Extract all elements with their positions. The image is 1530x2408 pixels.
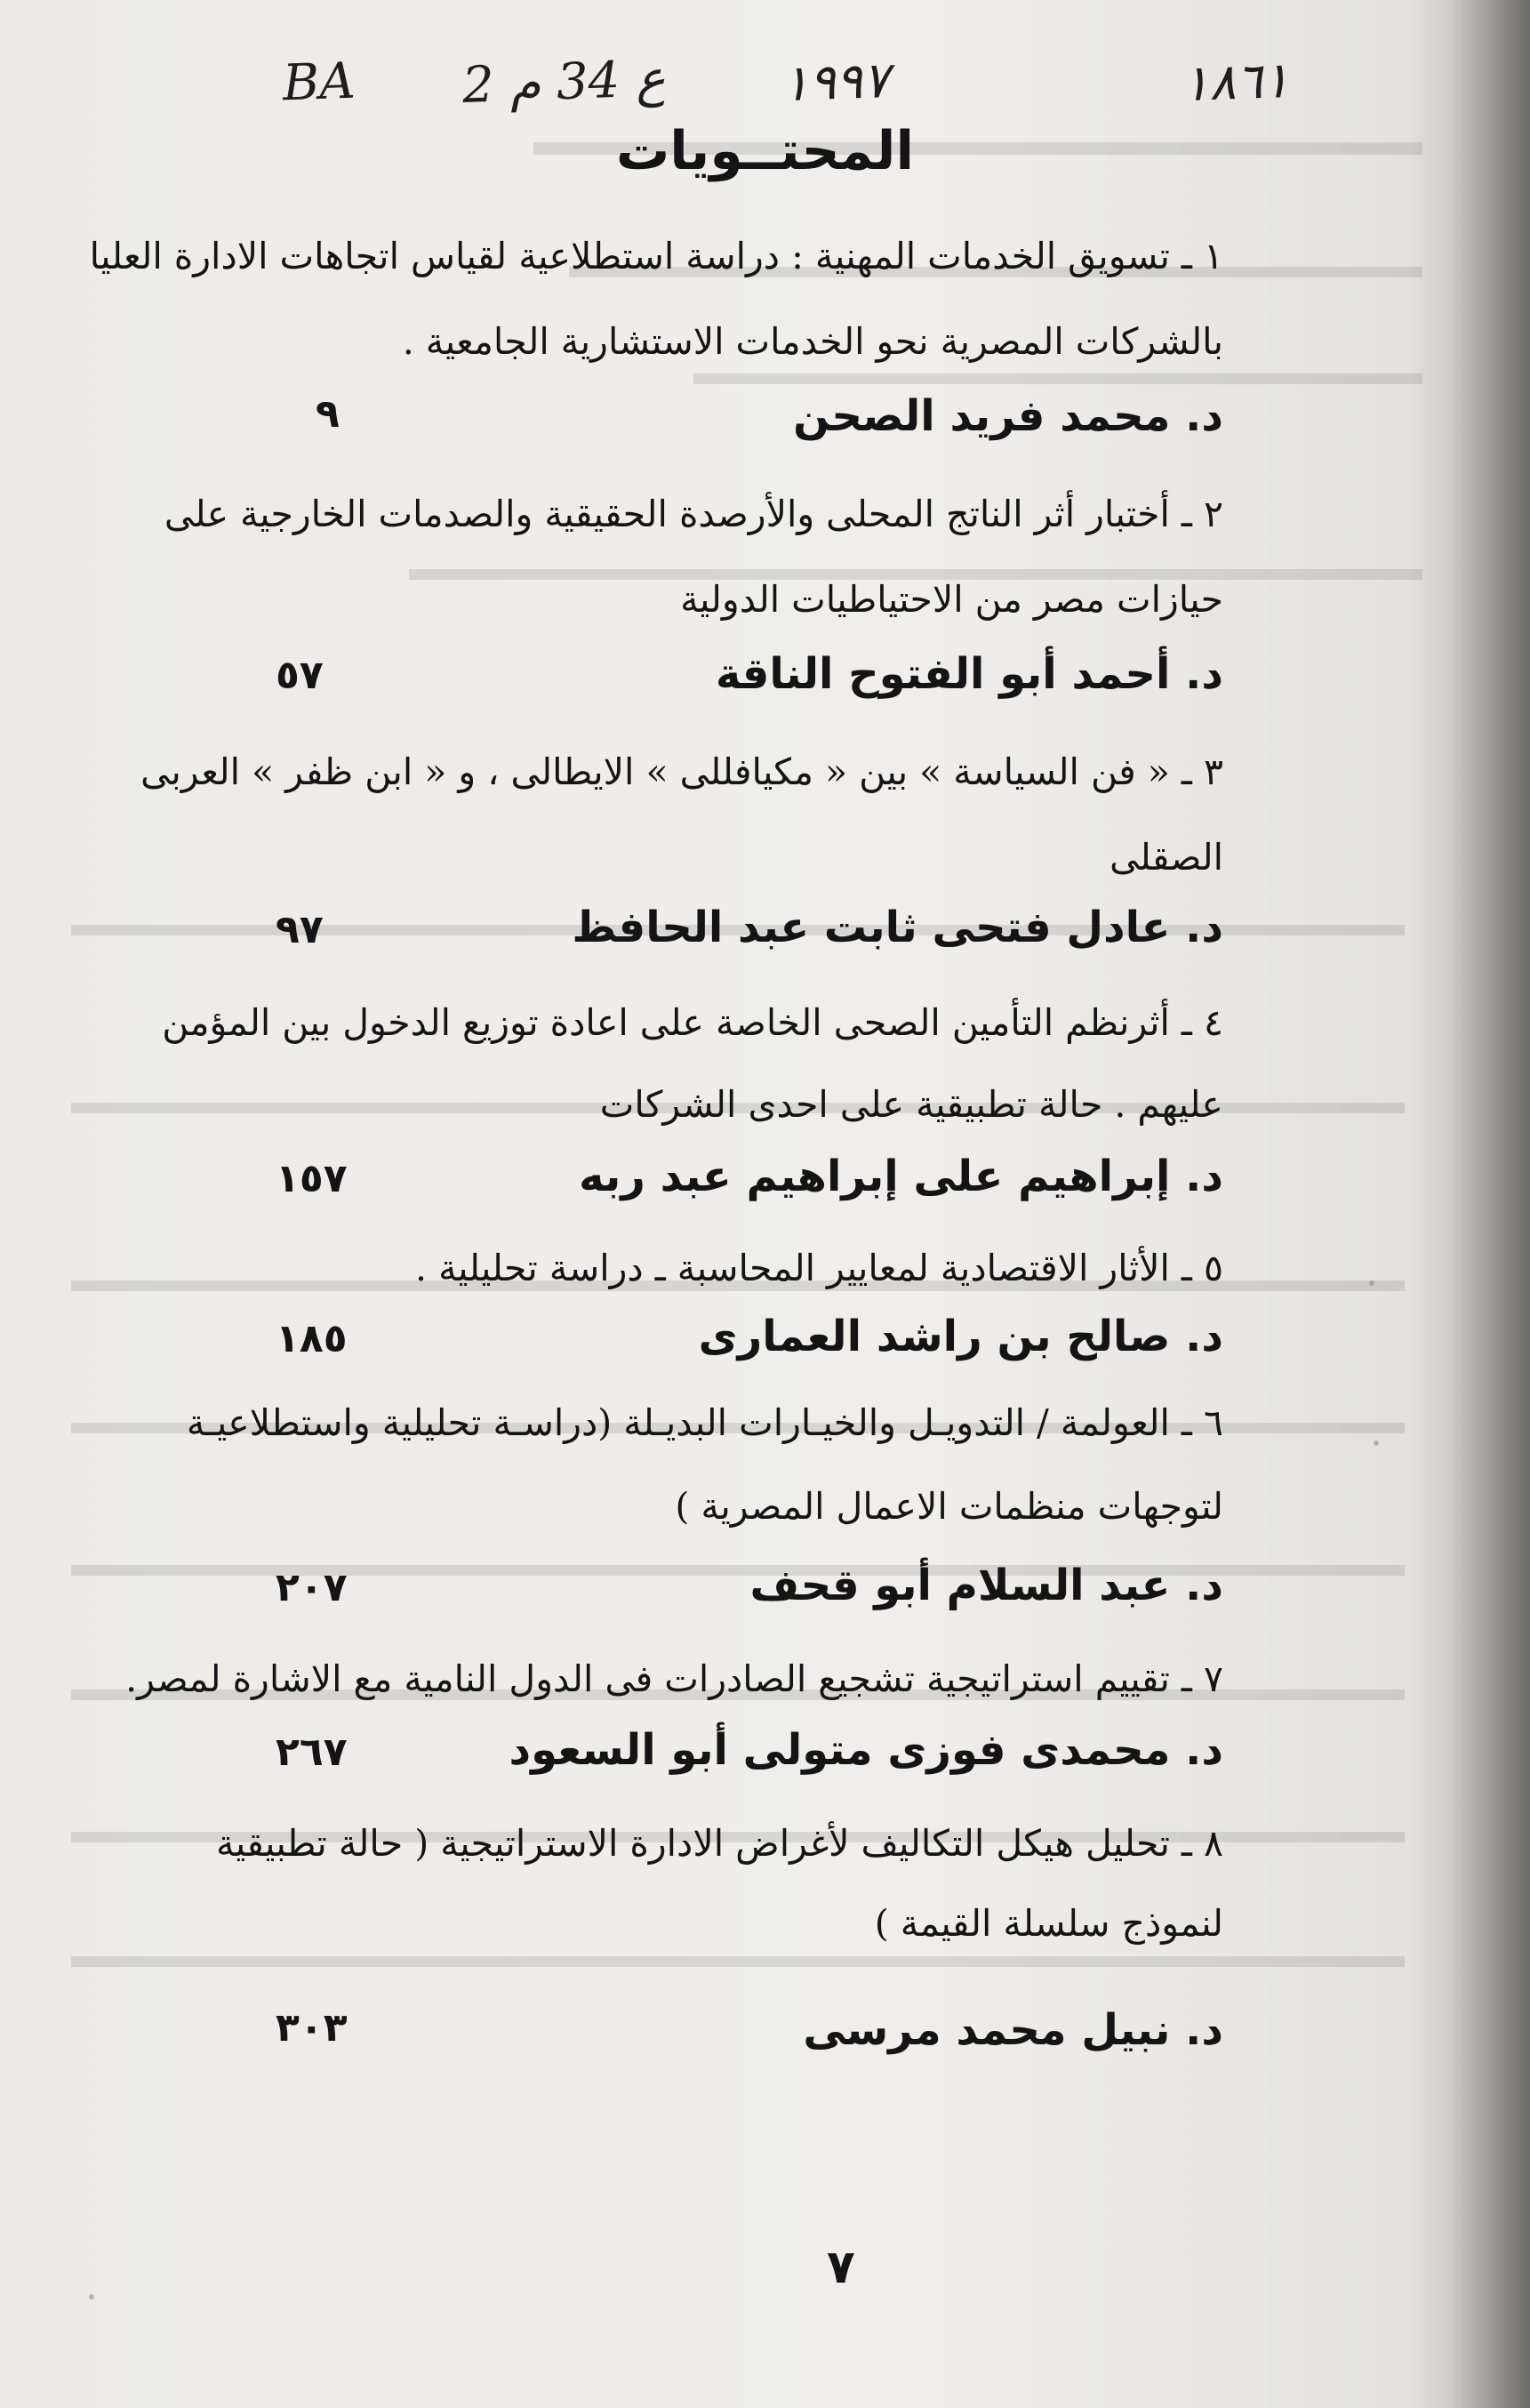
toc-entry-2-title-line-1: ٢ ـ أختبار أثر الناتج المحلى والأرصدة الحقيقية والصدمات الخارجية على xyxy=(164,493,1223,535)
handwritten-note-center-right: ١٩٩٧ xyxy=(781,51,891,114)
toc-entry-6-title-line-2: لتوجهات منظمات الاعمال المصرية ) xyxy=(675,1485,1223,1528)
scan-speck xyxy=(89,2294,94,2300)
page-title: المحتــويات xyxy=(615,120,915,182)
toc-entry-1-title-line-2: بالشركات المصرية نحو الخدمات الاستشارية الجامعية . xyxy=(402,320,1223,363)
toc-entry-7-page: ٢٦٧ xyxy=(276,1730,348,1775)
toc-entry-6-title-line-1: ٦ ـ العولمة / التدويـل والخيـارات البديـلة (دراسـة تحليلية واستطلاعيـة xyxy=(186,1401,1223,1444)
handwritten-note-center-left: 2 ع 34 م xyxy=(461,50,667,115)
handwritten-note-right: ١٨٦١ xyxy=(1181,51,1291,114)
toc-entry-2-page: ٥٧ xyxy=(276,653,324,698)
handwritten-note-left: BA xyxy=(281,52,356,113)
toc-entry-7-title-line-1: ٧ ـ تقييم استراتيجية تشجيع الصادرات فى الدول النامية مع الاشارة لمصر. xyxy=(125,1658,1223,1700)
toc-entry-6-author: د. عبد السلام أبو قحف xyxy=(749,1561,1223,1610)
toc-entry-4-title-line-2: عليهم . حالة تطبيقية على احدى الشركات xyxy=(599,1083,1223,1126)
toc-entry-3-title-line-2: الصقلى xyxy=(1109,836,1223,879)
toc-entry-1-author: د. محمد فريد الصحن xyxy=(793,391,1223,441)
toc-entry-6-page: ٢٠٧ xyxy=(276,1565,348,1610)
toc-entry-8-title-line-2: لنموذج سلسلة القيمة ) xyxy=(874,1902,1223,1945)
toc-entry-3-author: د. عادل فتحى ثابت عبد الحافظ xyxy=(572,903,1223,952)
toc-entry-1-page: ٩ xyxy=(316,391,340,437)
toc-entry-5-page: ١٨٥ xyxy=(276,1316,348,1361)
toc-entry-4-page: ١٥٧ xyxy=(276,1156,348,1201)
toc-entry-5-title-line-1: ٥ ـ الأثار الاقتصادية لمعايير المحاسبة ـ دراسة تحليلية . xyxy=(415,1247,1223,1289)
toc-entry-3-title-line-1: ٣ ـ « فن السياسة » بين « مكيافللى » الايطالى ، و « ابن ظفر » العربى xyxy=(140,750,1223,793)
scan-speck xyxy=(1374,1441,1379,1446)
toc-entry-4-title-line-1: ٤ ـ أثرنظم التأمين الصحى الخاصة على اعادة توزيع الدخول بين المؤمن xyxy=(162,1001,1223,1044)
page-folio-number: ٧ xyxy=(827,2241,855,2294)
toc-entry-2-title-line-2: حيازات مصر من الاحتياطيات الدولية xyxy=(680,578,1223,621)
toc-entry-2-author: د. أحمد أبو الفتوح الناقة xyxy=(715,649,1223,699)
toc-entry-3-page: ٩٧ xyxy=(276,907,324,952)
toc-entry-1-title-line-1: ١ ـ تسويق الخدمات المهنية : دراسة استطلاعية لقياس اتجاهات الادارة العليا xyxy=(89,235,1223,277)
toc-entry-8-author: د. نبيل محمد مرسى xyxy=(803,2005,1223,2055)
toc-entry-5-author: د. صالح بن راشد العمارى xyxy=(698,1312,1223,1361)
toc-entry-8-page: ٣٠٣ xyxy=(276,2005,348,2051)
book-gutter-shadow xyxy=(1450,0,1530,2408)
toc-entry-8-title-line-1: ٨ ـ تحليل هيكل التكاليف لأغراض الادارة الاستراتيجية ( حالة تطبيقية xyxy=(215,1822,1223,1865)
toc-entry-7-author: د. محمدى فوزى متولى أبو السعود xyxy=(509,1725,1223,1775)
toc-entry-4-author: د. إبراهيم على إبراهيم عبد ربه xyxy=(579,1152,1223,1201)
scan-speck xyxy=(1369,1280,1374,1286)
